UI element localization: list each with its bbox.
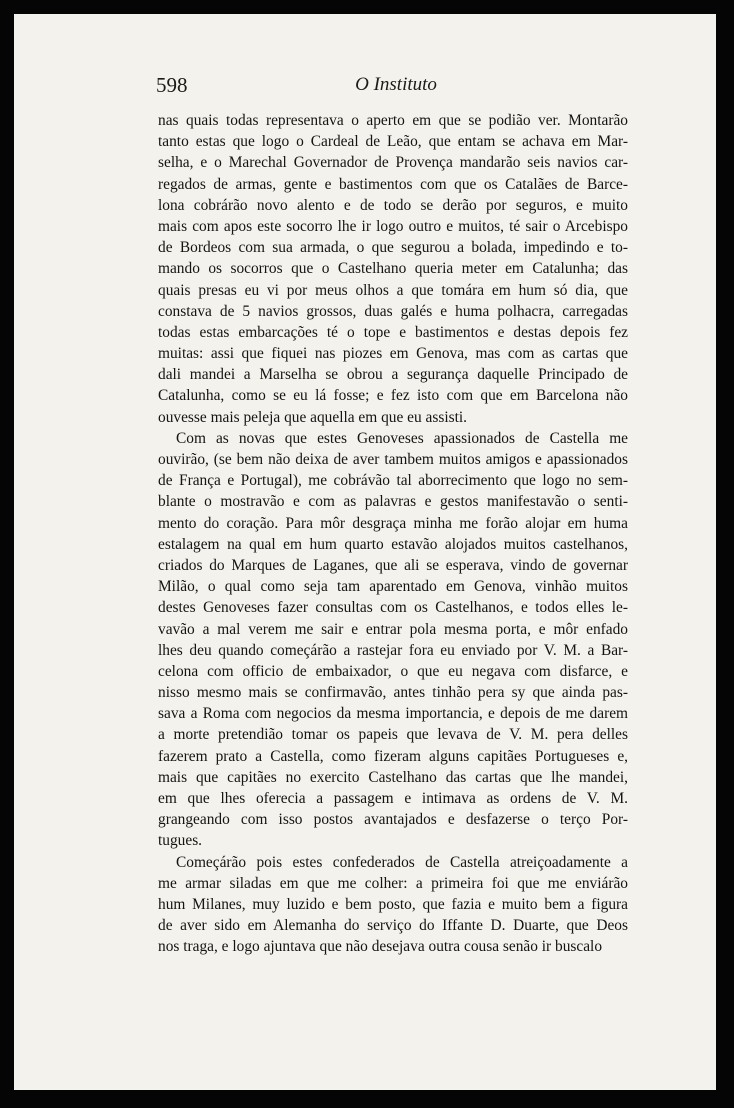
text-line: celona com officio de embaixador, o que eu negava com disfarce, e xyxy=(158,662,628,680)
text-line: ouvirão, (se bem não deixa de aver tambem muitos amigos e apassionados xyxy=(158,451,628,468)
paragraph xyxy=(158,852,628,958)
text-line: mando os socorros que o Castelhano queria meter em Catalunha; das xyxy=(158,260,628,278)
text-line: muitas: assi que fiquei nas piozes em Genova, mas com as cartas que xyxy=(158,345,628,363)
text-line: nas quais todas representava o aperto em que se podião ver. Montarão xyxy=(158,112,628,129)
text-line: blante o mostravão e com as palavras e gestos manifestavão o senti- xyxy=(158,493,628,511)
text-line: de aver sido em Alemanha do serviço do Iffante D. Duarte, que Deos xyxy=(158,917,628,935)
paragraph xyxy=(158,428,628,852)
text-line: Com as novas que estes Genoveses apassionados de Castella me xyxy=(176,429,628,447)
text-line: dali mandei a Marselha se obrou a segurança daquelle Principado de xyxy=(158,366,628,384)
text-line: estalagem na qual em hum quarto estavão alojados muitos castelhanos, xyxy=(158,535,628,553)
text-line: em que lhes oferecia a passagem e intimava as ordens de V. M. xyxy=(158,790,628,807)
paragraph xyxy=(158,110,628,428)
text-line: todas estas embarcações té o tope e bastimentos e destas depois fez xyxy=(158,323,628,341)
text-line: nisso mesmo mais se confirmavão, antes tinhão pera sy que ainda pas- xyxy=(158,684,628,702)
running-title: O Instituto xyxy=(355,74,437,95)
book-page xyxy=(14,14,716,1090)
text-line: mais com apos este socorro lhe ir logo outro e muitos, té sair o Arcebispo xyxy=(158,217,628,235)
text-line: criados do Marques de Laganes, que ali se esperava, vindo de governar xyxy=(158,556,628,574)
text-line: a morte pretendião tomar os papeis que levava de V. M. pera delles xyxy=(158,726,628,744)
text-line: tanto estas que logo o Cardeal de Leão, que entam se achava em Mar- xyxy=(158,133,628,151)
body-text xyxy=(158,110,628,958)
text-line: de França e Portugal), me cobrávão tal aborrecimento que logo no sem- xyxy=(158,472,628,490)
text-line: mento do coração. Para môr desgraça minha me forão alojar em huma xyxy=(158,514,628,532)
text-line: sava a Roma com negocios da mesma importancia, e depois de me darem xyxy=(158,705,628,723)
text-line: lhes deu quando começárão a rastejar fora eu enviado por V. M. a Bar- xyxy=(158,641,628,659)
text-line: mais que capitães no exercito Castelhano das cartas que lhe mandei, xyxy=(158,768,628,786)
page-header xyxy=(156,73,636,103)
text-line: vavão a mal verem me sair e entrar pola mesma porta, e môr enfado xyxy=(158,620,628,638)
text-line: regados de armas, gente e bastimentos com que os Catalães de Barce- xyxy=(158,175,628,193)
text-line: fazerem prato a Castella, como fizeram alguns capitães Portugueses e, xyxy=(158,747,628,765)
text-line: destes Genoveses fazer consultas com os Castelhanos, e todos elles le- xyxy=(158,599,628,617)
text-line: selha, e o Marechal Governador de Provença mandarão seis navios car- xyxy=(158,154,628,172)
text-line: quais presas eu vi por meus olhos a que tomára em hum só dia, que xyxy=(158,281,628,299)
text-line: grangeando com isso postos avantajados e desfazerse o terço Por- xyxy=(158,811,628,829)
text-line: de Bordeos com sua armada, o que segurou a bolada, impedindo e to- xyxy=(158,239,628,257)
text-line: Milão, o qual como seja tam aparentado em Genova, vinhão muitos xyxy=(158,578,628,596)
text-line: lona cobrárão novo alento e de todo se derão por seguros, e muito xyxy=(158,196,628,214)
text-line: constava de 5 navios grossos, duas galés e huma polhacra, carregadas xyxy=(158,302,628,320)
text-line: Começárão pois estes confederados de Castella atreiçoadamente a xyxy=(176,853,628,871)
text-line: me armar siladas em que me colher: a primeira foi que me enviárão xyxy=(158,874,628,892)
text-line: tugues. xyxy=(158,832,203,850)
text-line: ouvesse mais peleja que aquella em que eu assisti. xyxy=(158,408,468,426)
text-line: hum Milanes, muy luzido e bem posto, que fazia e muito bem a figura xyxy=(158,895,628,913)
text-line: nos traga, e logo ajuntava que não desejava outra cousa senão ir buscalo xyxy=(158,938,603,956)
text-line: Catalunha, como se eu lá fosse; e fez isto com que em Barcelona não xyxy=(158,387,628,405)
page-number: 598 xyxy=(156,73,188,97)
